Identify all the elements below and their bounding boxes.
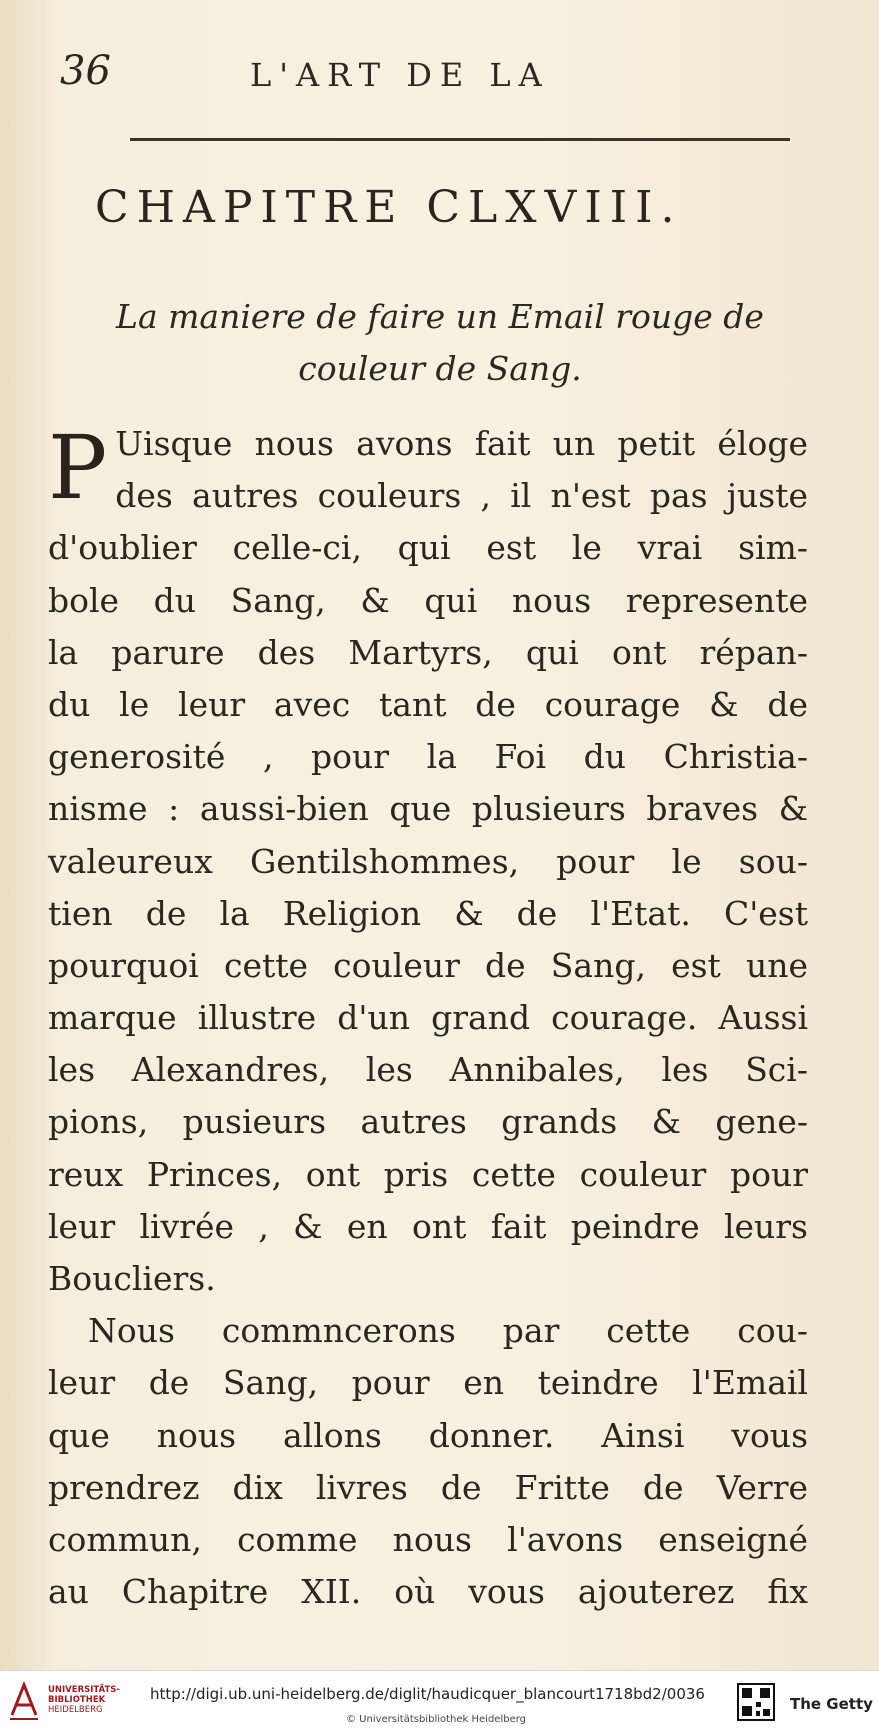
running-title: L'ART DE LA	[250, 56, 550, 94]
body-text	[48, 418, 808, 1618]
header-rule	[130, 138, 790, 141]
page-number: 36	[60, 48, 111, 94]
institution-line: BIBLIOTHEK	[48, 1695, 106, 1705]
text-line: generosité , pour la Foi du Christia-	[48, 737, 808, 777]
paragraph-opening	[115, 418, 808, 522]
institution-line: UNIVERSITÄTS-	[48, 1685, 120, 1695]
text-line: prendrez dix livres de Fritte de Verre	[48, 1467, 808, 1507]
text-line: tien de la Religion & de l'Etat. C'est	[48, 893, 808, 933]
text-line: au Chapitre XII. où vous ajouterez fix	[48, 1572, 808, 1612]
text-line: les Alexandres, les Annibales, les Sci-	[48, 1050, 808, 1090]
text-line: nisme : aussi-bien que plusieurs braves &	[48, 789, 808, 829]
text-line: leur livrée , & en ont fait peindre leurs	[48, 1206, 808, 1246]
text-line: pourquoi cette couleur de Sang, est une	[48, 945, 808, 985]
permalink[interactable]: http://digi.ub.uni-heidelberg.de/diglit/haudicquer_blancourt1718bd2/0036	[150, 1685, 705, 1703]
text-line: Uisque nous avons fait un petit éloge	[115, 424, 808, 463]
institution-line: HEIDELBERG	[48, 1705, 103, 1715]
subtitle-line: La maniere de faire un Email rouge de	[116, 297, 764, 336]
copyright-notice: © Universitätsbibliothek Heidelberg	[346, 1714, 527, 1725]
running-head	[60, 48, 780, 108]
text-line: marque illustre d'un grand courage. Aussi	[48, 998, 808, 1038]
text-line: leur de Sang, pour en teindre l'Email	[48, 1363, 808, 1403]
text-line: d'oublier celle-ci, qui est le vrai sim-	[48, 528, 808, 568]
text-line: que nous allons donner. Ainsi vous	[48, 1415, 808, 1455]
institution-name[interactable]	[48, 1685, 138, 1715]
viewer-footer	[0, 1670, 879, 1734]
text-line: commun, comme nous l'avons enseigné	[48, 1519, 808, 1559]
text-line: du le leur avec tant de courage & de	[48, 684, 808, 724]
subtitle-line: couleur de Sang.	[298, 349, 582, 389]
text-line: valeureux Gentilshommes, pour le sou-	[48, 841, 808, 881]
drop-cap: P	[48, 416, 108, 519]
text-line: pions, pusieurs autres grands & gene-	[48, 1102, 808, 1142]
chapter-heading: CHAPITRE CLXVIII.	[95, 182, 683, 233]
chapter-subtitle	[60, 292, 820, 396]
qr-code-icon[interactable]	[737, 1683, 775, 1721]
text-line: la parure des Martyrs, qui ont répan-	[48, 632, 808, 672]
text-line: Boucliers.	[48, 1259, 216, 1298]
partner-name[interactable]: The Getty	[790, 1695, 873, 1713]
text-line: Nous commncerons par cette cou-	[88, 1311, 808, 1351]
text-line: des autres couleurs , il n'est pas juste	[115, 476, 808, 516]
university-seal-icon[interactable]	[8, 1681, 40, 1721]
text-line: bole du Sang, & qui nous represente	[48, 580, 808, 620]
text-line: reux Princes, ont pris cette couleur pour	[48, 1154, 808, 1194]
